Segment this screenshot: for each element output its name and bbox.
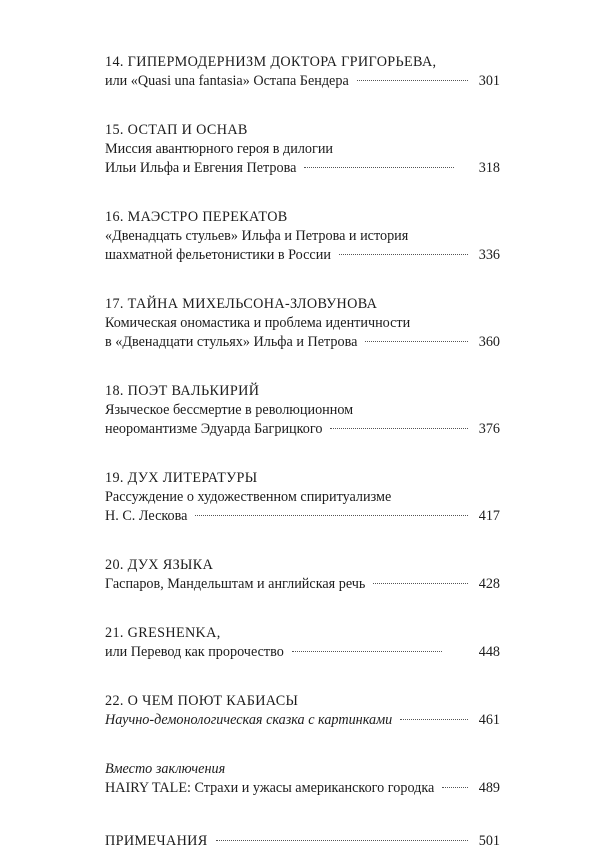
chapter-title: 20. ДУХ ЯЗЫКА [105, 557, 214, 573]
page-number: 461 [478, 712, 500, 728]
chapter-subtitle: Комическая ономастика и проблема идентичности [105, 315, 411, 331]
chapter-title: 19. ДУХ ЛИТЕРАТУРЫ [105, 470, 258, 486]
dot-leader [304, 167, 454, 168]
toc-entry-21[interactable] [105, 624, 500, 662]
chapter-title: 18. ПОЭТ ВАЛЬКИРИЙ [105, 383, 260, 399]
toc-entry-15[interactable] [105, 121, 500, 178]
chapter-title: 16. МАЭСТРО ПЕРЕКАТОВ [105, 209, 288, 225]
chapter-subtitle: Н. С. Лескова [105, 508, 188, 524]
table-of-contents [105, 53, 500, 851]
toc-entry-16[interactable] [105, 208, 500, 265]
toc-entry-18[interactable] [105, 382, 500, 439]
dot-leader [216, 840, 468, 841]
toc-entry-19[interactable] [105, 469, 500, 526]
dot-leader [330, 428, 468, 429]
toc-entry-22[interactable] [105, 692, 500, 730]
toc-entry-notes[interactable] [105, 832, 500, 851]
chapter-subtitle: «Двенадцать стульев» Ильфа и Петрова и история [105, 228, 409, 244]
toc-entry-20[interactable] [105, 556, 500, 594]
chapter-subtitle: Гаспаров, Мандельштам и английская речь [105, 576, 366, 592]
chapter-subtitle: Миссия авантюрного героя в дилогии [105, 141, 334, 157]
conclusion-label: Вместо заключения [105, 761, 226, 777]
chapter-title: 22. О ЧЕМ ПОЮТ КАБИАСЫ [105, 693, 299, 709]
toc-entry-14[interactable] [105, 53, 500, 91]
page-number: 376 [478, 421, 500, 437]
notes-title: ПРИМЕЧАНИЯ [105, 833, 208, 849]
dot-leader [195, 515, 468, 516]
page-number: 428 [478, 576, 500, 592]
dot-leader [373, 583, 468, 584]
page-number: 301 [478, 73, 500, 89]
chapter-title: 14. ГИПЕРМОДЕРНИЗМ ДОКТОРА ГРИГОРЬЕВА, [105, 54, 437, 70]
chapter-subtitle: или «Quasi una fantasia» Остапа Бендера [105, 73, 349, 89]
page-number: 417 [478, 508, 500, 524]
page-number: 318 [478, 160, 500, 176]
chapter-subtitle: шахматной фельетонистики в России [105, 247, 331, 263]
page-number: 501 [478, 833, 500, 849]
chapter-subtitle: или Перевод как пророчество [105, 644, 284, 660]
dot-leader [365, 341, 468, 342]
chapter-subtitle: Языческое бессмертие в революционном [105, 402, 354, 418]
chapter-subtitle: в «Двенадцати стульях» Ильфа и Петрова [105, 334, 358, 350]
page-number: 336 [478, 247, 500, 263]
toc-entry-conclusion[interactable] [105, 760, 500, 798]
chapter-title: 21. GRESHENKA, [105, 625, 221, 641]
dot-leader [292, 651, 442, 652]
page-number: 448 [478, 644, 500, 660]
page-number: 360 [478, 334, 500, 350]
dot-leader [442, 787, 468, 788]
dot-leader [357, 80, 468, 81]
page-number: 489 [478, 780, 500, 796]
dot-leader [400, 719, 468, 720]
toc-entry-17[interactable] [105, 295, 500, 352]
chapter-subtitle: Ильи Ильфа и Евгения Петрова [105, 160, 297, 176]
chapter-subtitle: Рассуждение о художественном спиритуализме [105, 489, 392, 505]
chapter-subtitle: HAIRY TALE: Страхи и ужасы американского городка [105, 780, 435, 796]
chapter-subtitle: Научно-демонологическая сказка с картинками [105, 712, 393, 728]
chapter-title: 17. ТАЙНА МИХЕЛЬСОНА-ЗЛОВУНОВА [105, 296, 378, 312]
chapter-subtitle: неоромантизме Эдуарда Багрицкого [105, 421, 323, 437]
chapter-title: 15. ОСТАП И ОСНАВ [105, 122, 248, 138]
dot-leader [339, 254, 468, 255]
